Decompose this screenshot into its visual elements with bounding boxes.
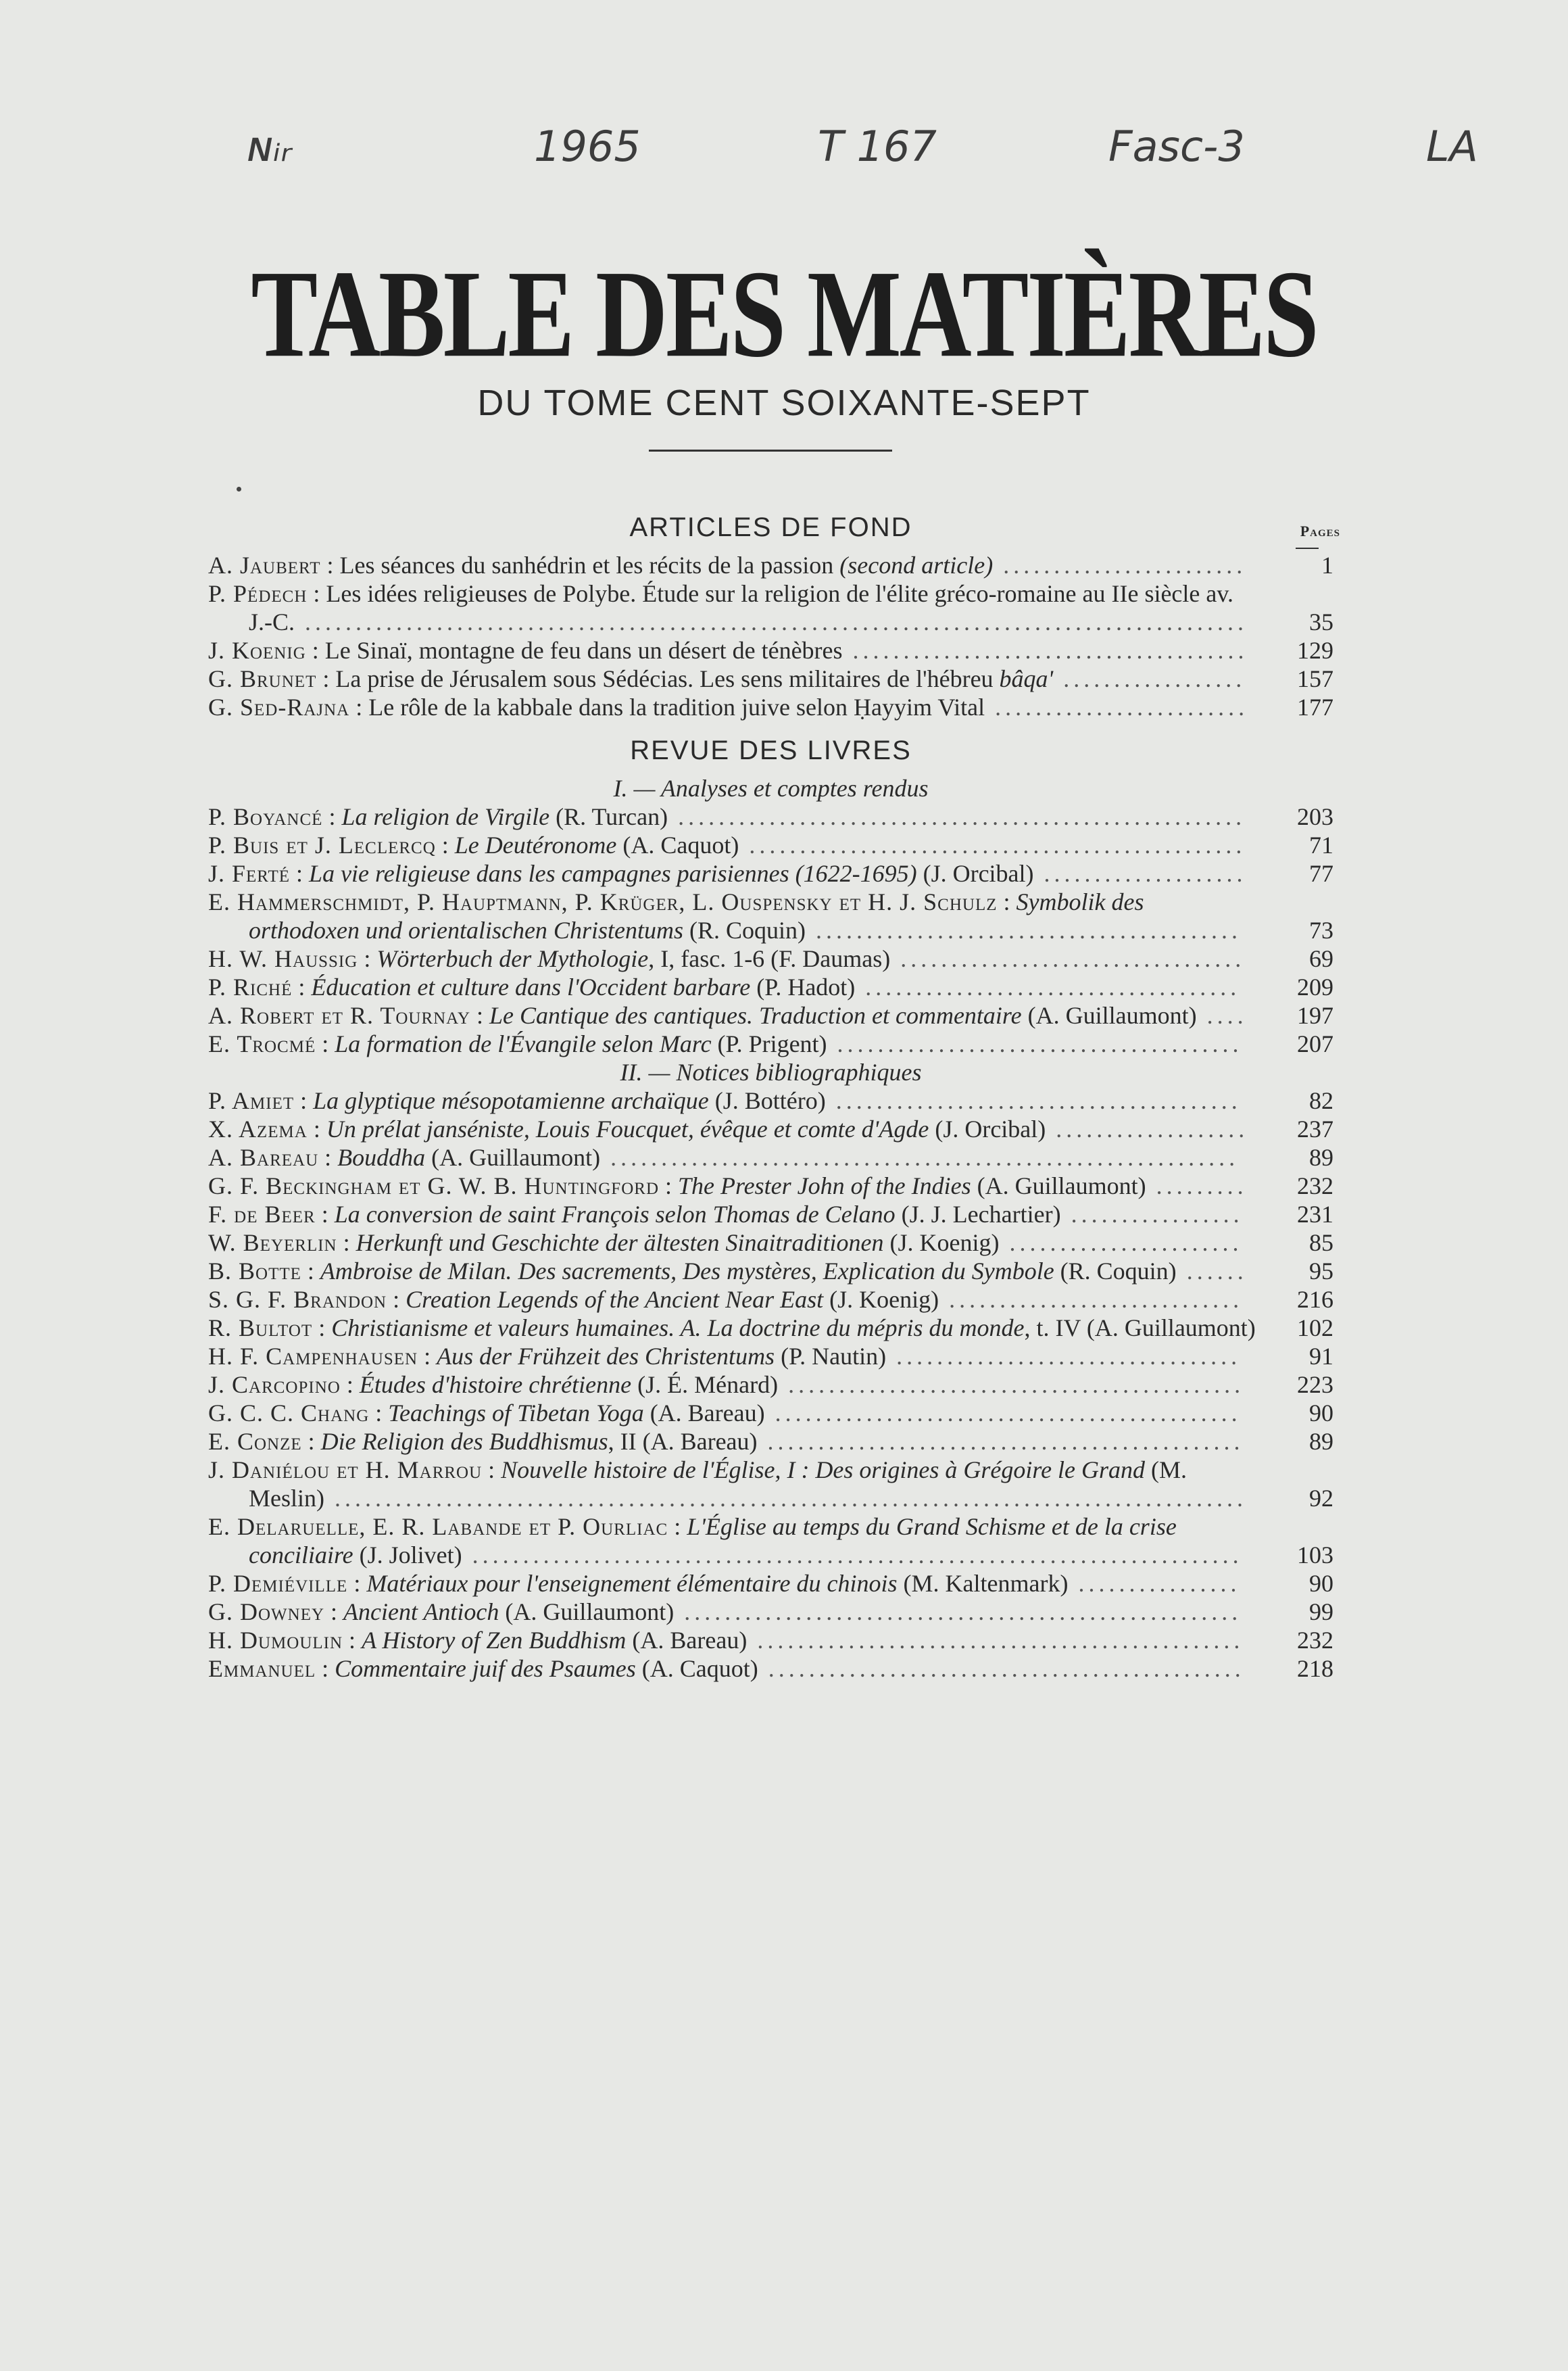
dot-leader: ................................................ (747, 1627, 1244, 1654)
toc-entry-text (208, 1172, 1259, 1200)
entry-text: : (337, 1229, 356, 1256)
entry-text: : (290, 860, 310, 887)
dot-leader: .... (1196, 1002, 1248, 1029)
entry-title: La religion de Virgile (341, 803, 550, 830)
dot-leader: ............................. (939, 1286, 1244, 1313)
entry-text: : (301, 1258, 320, 1285)
notices-list (208, 1086, 1333, 1683)
toc-entry-text (208, 888, 1259, 944)
entry-page-number: 71 (1309, 832, 1333, 859)
toc-entry (208, 1172, 1333, 1200)
dot-leader: ...... (1176, 1258, 1248, 1285)
toc-entry-text (208, 1115, 1259, 1143)
dot-leader: .................................. (886, 1343, 1242, 1370)
entry-author: W. Beyerlin (208, 1229, 337, 1256)
toc-entry (208, 973, 1333, 1001)
toc-entry-text (208, 973, 1259, 1001)
entry-page-number: 209 (1297, 974, 1333, 1001)
toc-entry-text (208, 859, 1259, 888)
entry-text: : (659, 1172, 679, 1199)
toc-entry-text (208, 1314, 1259, 1342)
toc-entry (208, 1456, 1333, 1512)
entry-text: : (369, 1399, 389, 1427)
toc-entry (208, 831, 1333, 859)
entry-author: E. Delaruelle, E. R. Labande et P. Ourliac (208, 1513, 668, 1540)
toc-entry (208, 1143, 1333, 1172)
toc-entry (208, 1370, 1333, 1399)
entry-reviewer: , II (A. Bareau) (608, 1428, 758, 1455)
toc-entry-text (208, 1001, 1259, 1030)
entry-title: La glyptique mésopotamienne archaïque (313, 1087, 709, 1114)
entry-text: : (292, 974, 312, 1001)
entry-title: Die Religion des Buddhismus (320, 1428, 608, 1455)
dot-leader: .................... (1033, 860, 1247, 887)
entry-page-number: 103 (1297, 1541, 1333, 1568)
entry-author: A. Bareau (208, 1144, 319, 1171)
entry-page-number: 223 (1297, 1371, 1333, 1398)
entry-page-number: 92 (1309, 1485, 1333, 1512)
toc-entry (208, 1001, 1333, 1030)
toc-entry-text (208, 1086, 1259, 1115)
entry-author: H. F. Campenhausen (208, 1343, 418, 1370)
entry-reviewer: (M. Kaltenmark) (897, 1570, 1069, 1597)
entry-text: : (322, 803, 342, 830)
dot-leader: .......................................... (805, 917, 1242, 944)
entry-title: Teachings of Tibetan Yoga (388, 1399, 644, 1427)
entry-reviewer: , t. IV (A. Guillaumont) (1024, 1314, 1256, 1341)
analyses-list (208, 803, 1333, 1058)
title-rule (649, 450, 892, 452)
entry-text: : Les séances du sanhédrin et les récits de la passion (320, 552, 840, 579)
entry-reviewer: (R. Coquin) (1054, 1258, 1177, 1285)
entry-page-number: 99 (1309, 1598, 1333, 1625)
entry-author: B. Botte (208, 1258, 301, 1285)
dot-leader: ........................ (993, 552, 1247, 579)
toc-entry-text (208, 693, 1259, 721)
entry-reviewer: (A. Caquot) (616, 832, 739, 859)
entry-page-number: 89 (1309, 1428, 1333, 1455)
entry-page-number: 203 (1297, 803, 1333, 830)
entry-page-number: 218 (1297, 1655, 1333, 1682)
dot-leader: .......................................................................................... (324, 1485, 1247, 1512)
entry-text: : (482, 1456, 501, 1483)
section-title-revue: REVUE DES LIVRES (630, 736, 912, 765)
toc-entry (208, 1626, 1333, 1654)
entry-title: (second article) (839, 552, 994, 579)
subsection-title-analyses: I. — Analyses et comptes rendus (613, 775, 929, 802)
entry-page-number: 69 (1309, 945, 1333, 972)
entry-text: : La prise de Jérusalem sous Sédécias. Les sens militaires de l'hébreu (316, 665, 1000, 692)
entry-text: : Le rôle de la kabbale dans la tradition juive selon Ḥayyim Vital (349, 694, 985, 721)
toc-entry (208, 665, 1333, 693)
entry-reviewer: (A. Guillaumont) (425, 1144, 601, 1171)
entry-text: : (358, 945, 377, 972)
entry-reviewer: (A. Guillaumont) (971, 1172, 1146, 1199)
entry-author: G. Brunet (208, 665, 317, 692)
entry-text: : (316, 1655, 335, 1682)
entry-reviewer: (J. Bottéro) (708, 1087, 826, 1114)
toc-entry-text (208, 1654, 1259, 1683)
dot-leader: ..................................... (855, 974, 1241, 1001)
entry-reviewer: (J. Koenig) (823, 1286, 939, 1313)
entry-author: P. Boyancé (208, 803, 323, 830)
dot-leader: ................... (1046, 1116, 1249, 1143)
toc-entry-text (208, 1143, 1259, 1172)
entry-page-number: 129 (1297, 637, 1333, 664)
entry-text: : (315, 1201, 335, 1228)
entry-page-number: 197 (1297, 1002, 1333, 1029)
entry-reviewer: (A. Bareau) (626, 1627, 748, 1654)
entry-text: : (347, 1570, 367, 1597)
toc-entry (208, 1512, 1333, 1569)
toc-entry-text (208, 1030, 1259, 1058)
entry-title: The Prester John of the Indies (678, 1172, 971, 1199)
toc-entry-text (208, 1200, 1259, 1228)
entry-text: : (301, 1428, 321, 1455)
dot-leader: ............................................................................................. (295, 608, 1248, 636)
dot-leader: ........................................ (825, 1087, 1242, 1114)
toc-entry (208, 944, 1333, 973)
toc-entry (208, 1569, 1333, 1598)
section-title-articles: ARTICLES DE FOND (629, 512, 912, 542)
toc-entry (208, 1598, 1333, 1626)
entry-author: H. Dumoulin (208, 1627, 343, 1654)
entry-text: : (435, 832, 455, 859)
entry-title: Commentaire juif des Psaumes (335, 1655, 636, 1682)
entry-text: : (318, 1144, 338, 1171)
toc-entry-text (208, 1512, 1259, 1569)
entry-text: : (312, 1314, 332, 1341)
entry-text: : (316, 1030, 335, 1057)
entry-title: Aus der Frühzeit des Christentums (437, 1343, 775, 1370)
entry-author: Emmanuel (208, 1655, 316, 1682)
entry-reviewer: (J. Jolivet) (353, 1541, 462, 1568)
entry-page-number: 77 (1309, 860, 1333, 887)
toc-entry (208, 1030, 1333, 1058)
entry-title: La vie religieuse dans les campagnes parisiennes (1622-1695) (309, 860, 917, 887)
entry-author: J. Carcopino (208, 1371, 341, 1398)
entry-text: : (668, 1513, 687, 1540)
entry-title: Éducation et culture dans l'Occident barbare (311, 974, 751, 1001)
entry-author: G. F. Beckingham et G. W. B. Huntingford (208, 1172, 659, 1199)
entry-title: Ambroise de Milan. Des sacrements, Des mystères, Explication du Symbole (320, 1258, 1054, 1285)
entry-text: : Les idées religieuses de Polybe. Étude sur la religion de l'élite gréco-romaine au IIe siècle av. J.-C. (249, 580, 1234, 636)
dot-leader: ............................................................................ (462, 1541, 1243, 1568)
entry-title: Herkunft und Geschichte der ältesten Sinaitraditionen (356, 1229, 884, 1256)
entry-reviewer: (A. Guillaumont) (1021, 1002, 1197, 1029)
handwritten-mark: 1965 (534, 122, 641, 171)
entry-reviewer: (R. Coquin) (683, 917, 806, 944)
entry-page-number: 237 (1297, 1116, 1333, 1143)
toc-entry-text (208, 665, 1259, 693)
entry-page-number: 1 (1321, 552, 1333, 579)
entry-author: P. Pédech (208, 580, 308, 607)
toc-entry (208, 1285, 1333, 1314)
entry-title: bâqa' (999, 665, 1054, 692)
entry-page-number: 102 (1297, 1314, 1333, 1341)
dot-leader: .................. (1053, 665, 1246, 692)
toc-entry (208, 1427, 1333, 1456)
entry-text: : (387, 1286, 406, 1313)
handwritten-mark: Fasc-3 (1108, 122, 1245, 171)
toc-entry-text (208, 1399, 1259, 1427)
entry-page-number: 231 (1297, 1201, 1333, 1228)
dot-leader: ....................................................... (674, 1598, 1242, 1625)
toc-entry-text (208, 1370, 1259, 1399)
toc-entry (208, 1342, 1333, 1370)
toc-entry (208, 1086, 1333, 1115)
entry-reviewer: (P. Nautin) (775, 1343, 887, 1370)
table-of-contents (208, 504, 1340, 1683)
entry-author: E. Trocmé (208, 1030, 316, 1057)
toc-entry (208, 1200, 1333, 1228)
dot-leader: ....................................... (842, 637, 1248, 664)
toc-entry (208, 859, 1333, 888)
toc-entry (208, 636, 1333, 665)
entry-author: A. Jaubert (208, 552, 321, 579)
entry-reviewer: (P. Hadot) (750, 974, 856, 1001)
toc-entry-text (208, 1626, 1259, 1654)
toc-entry-text (208, 1285, 1259, 1314)
toc-entry-text (208, 551, 1259, 579)
entry-author: P. Amiet (208, 1087, 295, 1114)
toc-entry (208, 1654, 1333, 1683)
entry-author: E. Conze (208, 1428, 302, 1455)
entry-author: R. Bultot (208, 1314, 313, 1341)
entry-reviewer: (J. Orcibal) (916, 860, 1034, 887)
entry-reviewer: (J. Orcibal) (929, 1116, 1046, 1143)
subsection-title-notices: II. — Notices bibliographiques (620, 1059, 922, 1086)
entry-title: La formation de l'Évangile selon Marc (335, 1030, 712, 1057)
entry-title: Matériaux pour l'enseignement élémentaire du chinois (366, 1570, 898, 1597)
entry-text: : (418, 1343, 437, 1370)
entry-author: J. Ferté (208, 860, 291, 887)
entry-text: : Le Sinaï, montagne de feu dans un désert de ténèbres (305, 637, 843, 664)
dot-leader: .................................. (890, 945, 1246, 972)
entry-page-number: 177 (1297, 694, 1333, 721)
toc-entry-text (208, 831, 1259, 859)
entry-title: Le Cantique des cantiques. Traduction et commentaire (489, 1002, 1022, 1029)
entry-page-number: 216 (1297, 1286, 1333, 1313)
entry-author: G. C. C. Chang (208, 1399, 370, 1427)
entry-title: La conversion de saint François selon Thomas de Celano (334, 1201, 896, 1228)
entry-author: G. Downey (208, 1598, 325, 1625)
dot-leader: ................................................. (739, 832, 1246, 859)
dot-leader: ........................................................ (668, 803, 1246, 830)
toc-entry-text (208, 1257, 1259, 1285)
toc-entry (208, 1314, 1333, 1342)
dot-leader: ............................................. (778, 1371, 1245, 1398)
entry-author: S. G. F. Brandon (208, 1286, 387, 1313)
handwritten-mark: LA (1426, 122, 1478, 171)
dot-leader: ................. (1060, 1201, 1244, 1228)
dot-leader: .............................................. (764, 1399, 1242, 1427)
entry-title: Symbolik des orthodoxen und orientalischen Christentums (249, 888, 1144, 944)
dot-leader: ......... (1146, 1172, 1248, 1199)
pages-label-rule (1296, 548, 1319, 549)
entry-page-number: 232 (1297, 1627, 1333, 1654)
entry-author: X. Azema (208, 1116, 308, 1143)
page-title: TABLE DES MATIÈRES (251, 245, 1317, 384)
entry-reviewer: (A. Bareau) (643, 1399, 765, 1427)
entry-page-number: 89 (1309, 1144, 1333, 1171)
toc-entry (208, 693, 1333, 721)
entry-text: : (324, 1598, 344, 1625)
entry-reviewer: (J. J. Lechartier) (895, 1201, 1061, 1228)
toc-entry-text (208, 1569, 1259, 1598)
entry-reviewer: , I, fasc. 1-6 (F. Daumas) (648, 945, 891, 972)
dot-leader: ....................... (999, 1229, 1243, 1256)
entry-text: : (340, 1371, 360, 1398)
entry-author: J. Koenig (208, 637, 306, 664)
dot-leader: ............................................... (757, 1428, 1244, 1455)
entry-page-number: 82 (1309, 1087, 1333, 1114)
entry-title: Le Deutéronome (454, 832, 617, 859)
entry-author: G. Sed-Rajna (208, 694, 350, 721)
entry-author: P. Demiéville (208, 1570, 348, 1597)
entry-page-number: 73 (1309, 917, 1333, 944)
entry-author: F. de Beer (208, 1201, 316, 1228)
entry-author: J. Daniélou et H. Marrou (208, 1456, 483, 1483)
entry-title: Creation Legends of the Ancient Near East (406, 1286, 824, 1313)
entry-author: H. W. Haussig (208, 945, 358, 972)
entry-title: A History of Zen Buddhism (362, 1627, 627, 1654)
dot-leader: ................ (1068, 1570, 1241, 1597)
toc-entry-text (208, 1228, 1259, 1257)
entry-author: A. Robert et R. Tournay (208, 1002, 470, 1029)
entry-title: Un prélat janséniste, Louis Foucquet, évêque et comte d'Agde (326, 1116, 929, 1143)
toc-entry-text (208, 1342, 1259, 1370)
toc-entry-text (208, 636, 1259, 665)
entry-text: : (997, 888, 1016, 915)
page-subtitle: DU TOME CENT SOIXANTE-SEPT (477, 383, 1091, 423)
toc-entry (208, 551, 1333, 579)
pages-column-label: Pages (1300, 523, 1340, 540)
articles-list (208, 551, 1333, 721)
dot-leader: ........................................ (827, 1030, 1243, 1057)
entry-page-number: 91 (1309, 1343, 1333, 1370)
handwritten-mark: T 167 (818, 122, 937, 171)
toc-entry (208, 1115, 1333, 1143)
entry-reviewer: (J. Koenig) (883, 1229, 1000, 1256)
dot-leader: ............................................... (758, 1655, 1245, 1682)
entry-reviewer: (M. Meslin) (249, 1456, 1187, 1512)
entry-page-number: 35 (1309, 608, 1333, 636)
entry-page-number: 95 (1309, 1258, 1333, 1285)
entry-title: Nouvelle histoire de l'Église, I : Des origines à Grégoire le Grand (501, 1456, 1146, 1483)
toc-entry-text (208, 1456, 1259, 1512)
toc-entry-text (208, 944, 1259, 973)
entry-title: L'Église au temps du Grand Schisme et de la crise conciliaire (249, 1513, 1177, 1568)
entry-author: E. Hammerschmidt, P. Hauptmann, P. Krüger, L. Ouspensky et H. J. Schulz (208, 888, 998, 915)
entry-title: Wörterbuch der Mythologie (376, 945, 649, 972)
entry-author: P. Riché (208, 974, 293, 1001)
toc-entry (208, 1399, 1333, 1427)
entry-page-number: 90 (1309, 1570, 1333, 1597)
entry-reviewer: (J. É. Ménard) (631, 1371, 779, 1398)
handwritten-mark: ɴᵢᵣ (247, 122, 292, 171)
toc-entry (208, 579, 1333, 636)
entry-text: : (294, 1087, 314, 1114)
entry-title: Bouddha (337, 1144, 426, 1171)
entry-reviewer: (A. Guillaumont) (499, 1598, 675, 1625)
entry-page-number: 207 (1297, 1030, 1333, 1057)
toc-entry-text (208, 1427, 1259, 1456)
toc-entry (208, 1228, 1333, 1257)
toc-entry (208, 888, 1333, 944)
stray-dot (237, 487, 241, 492)
dot-leader: .............................................................. (600, 1144, 1240, 1171)
entry-reviewer: (A. Caquot) (635, 1655, 758, 1682)
entry-page-number: 232 (1297, 1172, 1333, 1199)
toc-entry (208, 803, 1333, 831)
entry-title: Études d'histoire chrétienne (359, 1371, 632, 1398)
entry-text: : (470, 1002, 490, 1029)
toc-entry-text (208, 579, 1259, 636)
entry-text: : (307, 1116, 326, 1143)
handwritten-annotations (0, 108, 1568, 189)
toc-entry-text (208, 803, 1259, 831)
toc-entry (208, 1257, 1333, 1285)
toc-entry-text (208, 1598, 1259, 1626)
entry-page-number: 157 (1297, 665, 1333, 692)
entry-reviewer: (R. Turcan) (549, 803, 668, 830)
entry-page-number: 90 (1309, 1399, 1333, 1427)
entry-text: : (343, 1627, 362, 1654)
entry-page-number: 85 (1309, 1229, 1333, 1256)
entry-title: Christianisme et valeurs humaines. A. La doctrine du mépris du monde (331, 1314, 1025, 1341)
dot-leader: ......................... (985, 694, 1249, 721)
entry-author: P. Buis et J. Leclercq (208, 832, 436, 859)
entry-title: Ancient Antioch (343, 1598, 499, 1625)
entry-reviewer: (P. Prigent) (711, 1030, 827, 1057)
